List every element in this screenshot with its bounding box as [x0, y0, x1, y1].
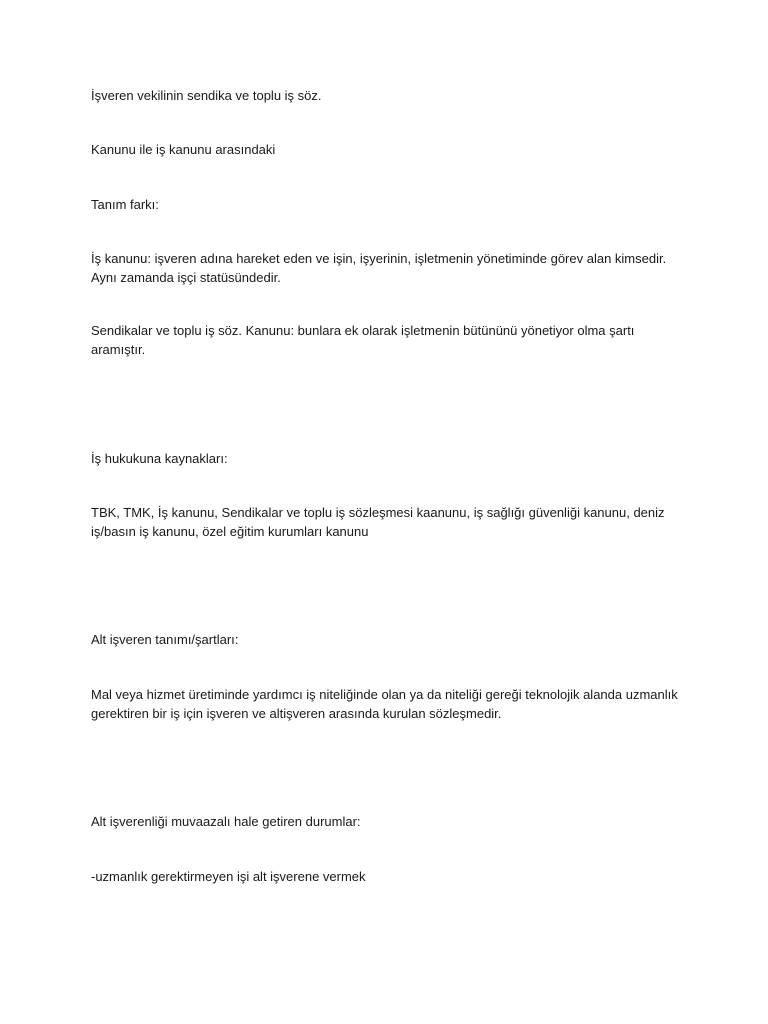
paragraph-labor-law-sources: TBK, TMK, İş kanunu, Sendikalar ve toplu iş sözleşmesi kaanunu, iş sağlığı güvenliği kanunu, deniz iş/basın iş kanunu, özel eğitim kurumları kanunu [91, 505, 665, 539]
heading-subcontractor-definition: Alt işveren tanımı/şartları: [91, 632, 239, 647]
list-item-collusive-case: -uzmanlık gerektirmeyen işi alt işverene vermek [91, 869, 366, 884]
heading-labor-law-sources: İş hukukuna kaynakları: [91, 451, 228, 466]
heading-collusive-subcontracting: Alt işverenliği muvaazalı hale getiren durumlar: [91, 814, 361, 829]
paragraph-subcontractor-definition: Mal veya hizmet üretiminde yardımcı iş niteliğinde olan ya da niteliği gereği teknolojik alanda uzmanlık gerektiren bir iş için işveren ve altişveren arasında kurulan sözleşmedir. [91, 687, 678, 721]
heading-law-comparison: Kanunu ile iş kanunu arasındaki [91, 142, 276, 157]
paragraph-labor-law-definition: İş kanunu: işveren adına hareket eden ve işin, işyerinin, işletmenin yönetiminde görev alan kimsedir. Aynı zamanda işçi statüsündedir. [91, 251, 667, 285]
paragraph-union-law-definition: Sendikalar ve toplu iş söz. Kanunu: bunlara ek olarak işletmenin bütününü yönetiyor olma şartı aramıştır. [91, 323, 635, 357]
heading-definition-difference: Tanım farkı: [91, 197, 159, 212]
heading-employer-representative: İşveren vekilinin sendika ve toplu iş söz. [91, 88, 322, 103]
